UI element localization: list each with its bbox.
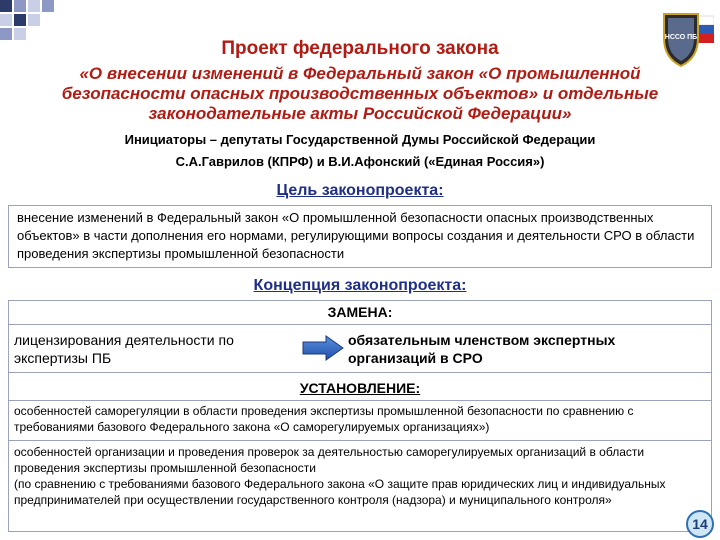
goal-text: внесение изменений в Федеральный закон «О промышленной безопасности опасных производственных объектов» в части дополнения его нормами, регулирующими вопросы создания и деятельности СРО в области проведения экспертизы промышленной безопасности bbox=[17, 210, 695, 261]
authors-text: С.А.Гаврилов (КПРФ) и В.И.Афонский («Единая Россия») bbox=[175, 154, 545, 169]
goal-box bbox=[8, 205, 712, 268]
replacement-label: ЗАМЕНА: bbox=[327, 304, 393, 320]
concept-heading: Концепция законопроекта: bbox=[253, 277, 467, 294]
corner-square bbox=[28, 0, 40, 12]
establishment-label: УСТАНОВЛЕНИЕ: bbox=[299, 380, 421, 396]
replace-to-text: обязательным членством экспертных организаций в СРО bbox=[348, 332, 616, 366]
page-number: 14 bbox=[692, 516, 708, 532]
divider bbox=[8, 324, 712, 325]
law-title: «О внесении изменений в Федеральный закон «О промышленной безопасности опасных производственных объектов» и отдельные законодательные акты Российской Федерации» bbox=[61, 64, 659, 123]
establishment-item-2: особенностей организации и проведения проверок за деятельностью саморегулируемых организаций в области проведения экспертизы промышленной безопасности (по сравнению с требованиями базового Федерального закона «О защите прав юридических лиц и индивидуальных предпринимателей при осуществлении государственного контроля (надзора) и муниципального контроля» bbox=[14, 445, 666, 507]
corner-square bbox=[0, 0, 12, 12]
divider bbox=[8, 440, 712, 441]
corner-square bbox=[14, 0, 26, 12]
divider bbox=[8, 400, 712, 401]
initiators-text: Инициаторы – депутаты Государственной Думы Российской Федерации bbox=[124, 132, 596, 147]
establishment-item-1: особенностей саморегуляции в области проведения экспертизы промышленной безопасности по сравнению с требованиями базового Федерального закона «О саморегулируемых организациях») bbox=[14, 404, 634, 434]
arrow-right-icon bbox=[302, 335, 344, 361]
replace-from-text: лицензирования деятельности по экспертизы ПБ bbox=[14, 332, 234, 366]
page-number-badge bbox=[686, 510, 714, 538]
corner-square bbox=[42, 0, 54, 12]
corner-square bbox=[14, 14, 26, 26]
divider bbox=[8, 372, 712, 373]
corner-square bbox=[28, 14, 40, 26]
corner-square bbox=[0, 14, 12, 26]
page-title: Проект федерального закона bbox=[221, 38, 499, 59]
goal-heading: Цель законопроекта: bbox=[276, 182, 444, 199]
emblem-text: НССО ПБ bbox=[664, 34, 698, 41]
